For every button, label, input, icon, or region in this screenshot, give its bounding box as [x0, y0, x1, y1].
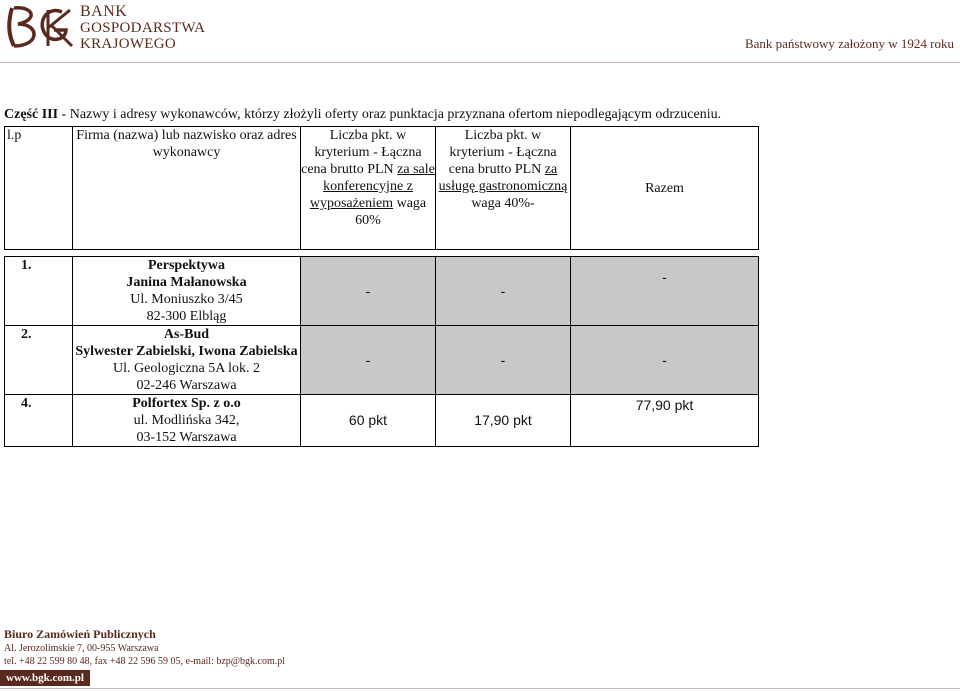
footer-contact: tel. +48 22 599 80 48, fax +48 22 596 59 05, e-mail: bzp@bgk.com.pl	[4, 656, 286, 667]
row-criterion-1-score: -	[301, 257, 436, 326]
row-lp: 2.	[5, 326, 73, 395]
firm-address-line: Ul. Geologiczna 5A lok. 2	[113, 361, 260, 376]
row-lp: 4.	[5, 395, 73, 447]
table-row	[5, 257, 759, 326]
bank-logo	[4, 2, 224, 50]
logo-line-3: KRAJOWEGO	[80, 36, 177, 52]
header-criterion-2-weight: waga 40%-	[471, 196, 535, 211]
header-criterion-2	[436, 127, 571, 250]
firm-name-line: As-Bud	[163, 327, 210, 342]
header-total: Razem	[571, 127, 759, 250]
row-total-score: 77,90 pkt	[571, 395, 759, 447]
row-firm	[73, 326, 301, 395]
header-criterion-1-subject: za sale konferencyjne z wyposażeniem	[309, 162, 435, 211]
header-criterion-1	[301, 127, 436, 250]
table-row	[5, 326, 759, 395]
header-criterion-1-text: Liczba pkt. w kryterium - Łączna cena brutto PLN	[301, 128, 422, 177]
bank-tagline: Bank państwowy założony w 1924 roku	[744, 36, 954, 51]
firm-address-line: 82-300 Elbląg	[146, 309, 227, 324]
row-firm	[73, 257, 301, 326]
row-criterion-1-score: 60 pkt	[301, 395, 436, 447]
logo-line-1: BANK	[80, 3, 128, 20]
firm-name-line: Janina Małanowska	[126, 275, 247, 290]
footer-divider	[0, 688, 960, 689]
firm-name-line: Polfortex Sp. z o.o	[132, 396, 241, 411]
header-criterion-1-weight: waga 60%	[355, 196, 427, 228]
row-criterion-2-score: -	[436, 257, 571, 326]
bgk-monogram-icon	[4, 2, 74, 50]
section-title	[4, 107, 721, 123]
footer-website-link[interactable]: www.bgk.com.pl	[0, 670, 90, 686]
table-header-row	[5, 127, 759, 250]
table-spacer	[5, 250, 759, 257]
footer-department: Biuro Zamówień Publicznych	[4, 627, 156, 641]
section-title-text: - Nazwy i adresy wykonawców, którzy złożyli oferty oraz punktacja przyznana ofertom niepodlegającym odrzuceniu.	[58, 107, 722, 122]
firm-address-line: ul. Modlińska 342,	[133, 413, 240, 428]
header-firm: Firma (nazwa) lub nazwisko oraz adres wykonawcy	[73, 127, 301, 250]
footer-address: Al. Jerozolimskie 7, 00-955 Warszawa	[4, 643, 159, 654]
firm-name-line: Sylwester Zabielski, Iwona Zabielska	[75, 344, 298, 359]
row-criterion-1-score: -	[301, 326, 436, 395]
row-criterion-2-score: 17,90 pkt	[436, 395, 571, 447]
row-lp: 1.	[5, 257, 73, 326]
row-criterion-2-score: -	[436, 326, 571, 395]
firm-address-line: 02-246 Warszawa	[136, 378, 237, 393]
row-total-score: -	[571, 257, 759, 326]
header-lp: l.p	[5, 127, 73, 250]
row-firm	[73, 395, 301, 447]
firm-address-line: 03-152 Warszawa	[136, 430, 237, 445]
section-title-bold: Część III	[4, 107, 59, 122]
header-divider	[0, 62, 960, 63]
table-row	[5, 395, 759, 447]
logo-line-2: GOSPODARSTWA	[80, 20, 206, 36]
firm-address-line: Ul. Moniuszko 3/45	[130, 292, 243, 307]
header-criterion-2-subject: za usługę gastronomiczną	[438, 162, 568, 194]
firm-name-line: Perspektywa	[148, 258, 225, 273]
row-total-score: -	[571, 326, 759, 395]
logo-wordmark	[80, 4, 205, 52]
results-table	[4, 126, 759, 447]
header-criterion-2-text: Liczba pkt. w kryterium - Łączna cena brutto PLN	[448, 128, 557, 177]
